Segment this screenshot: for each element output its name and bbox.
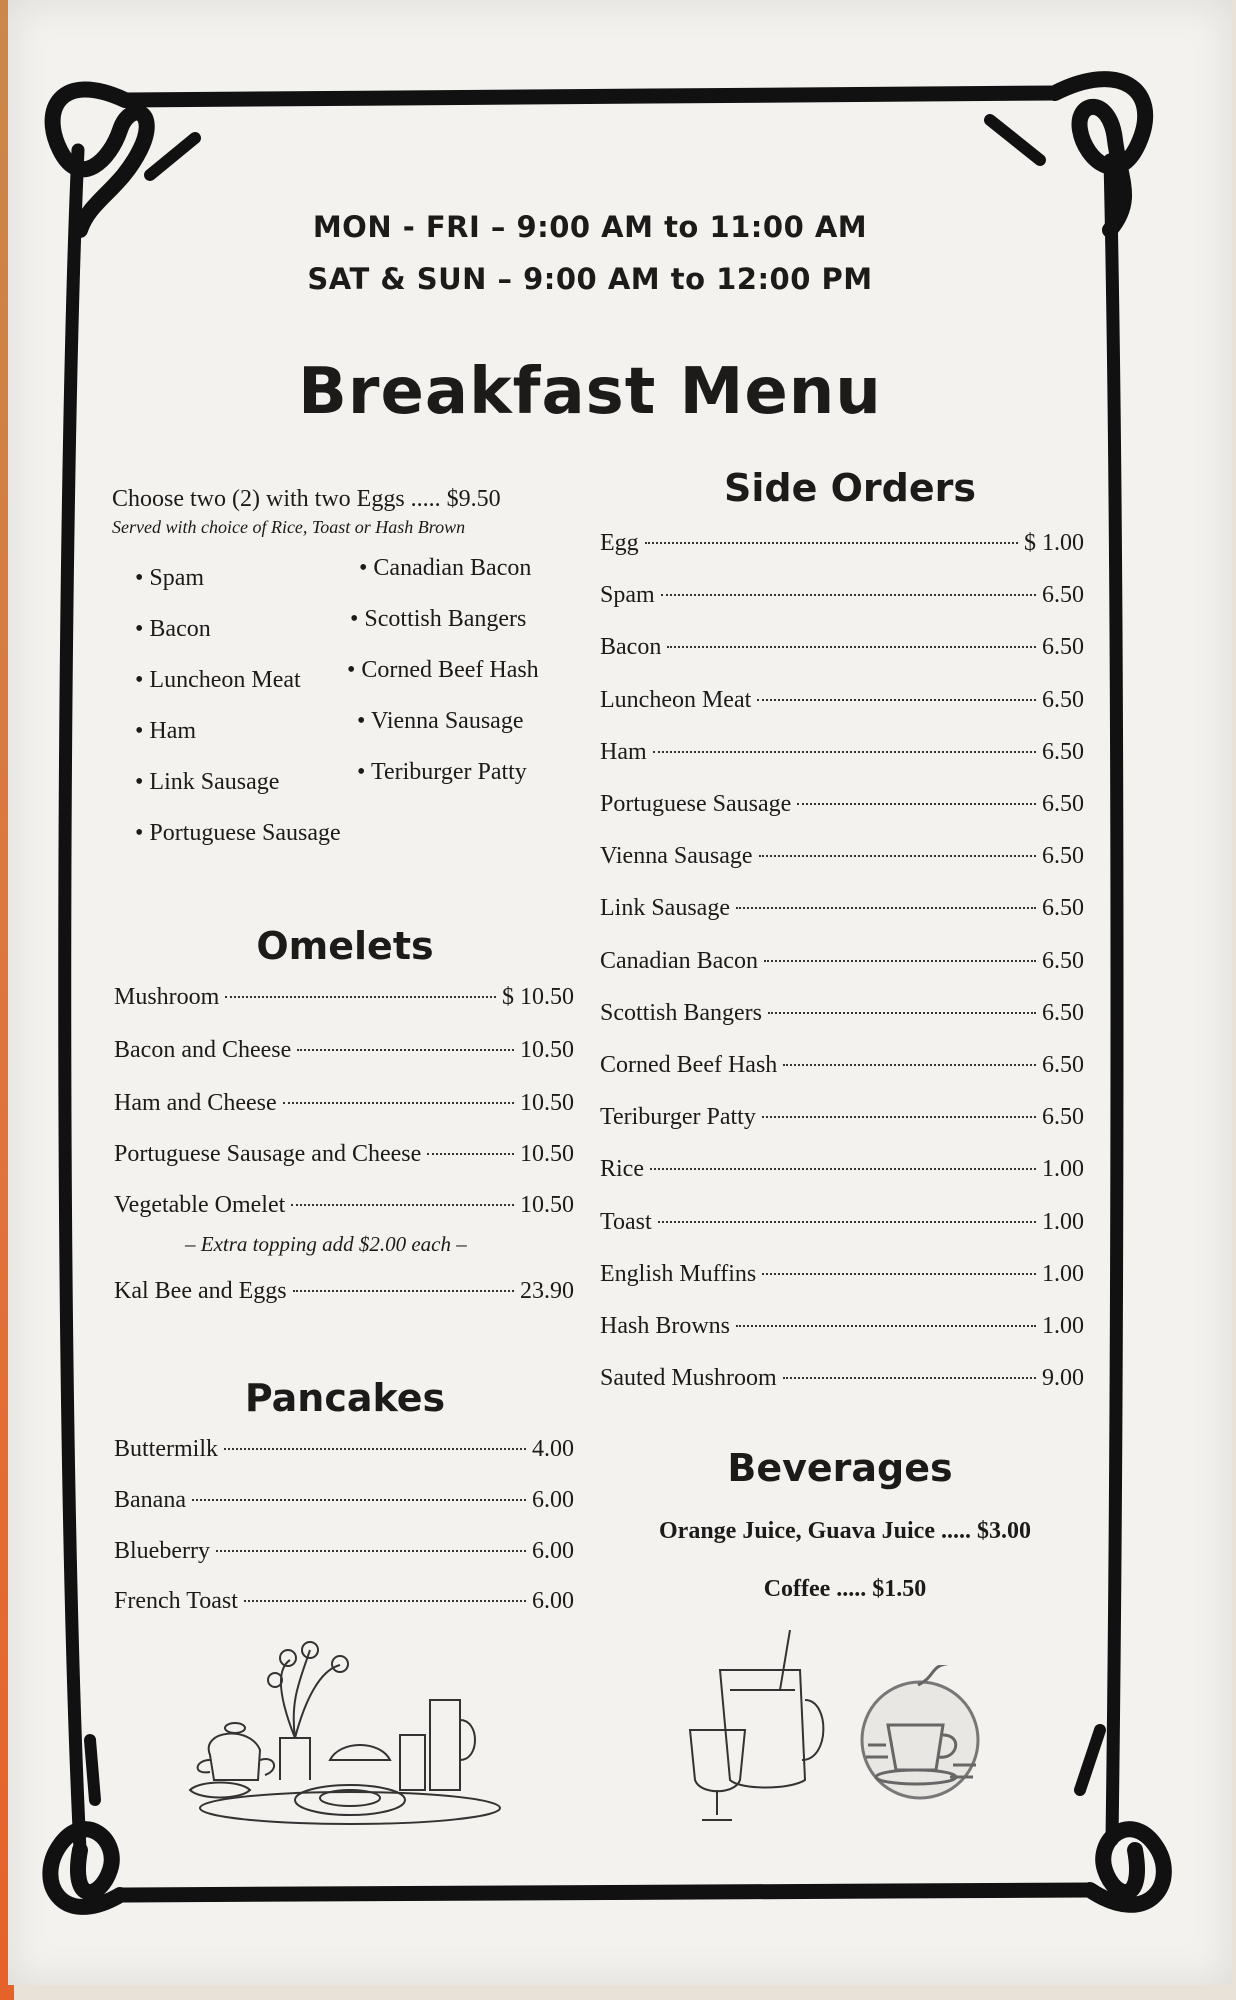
coffee-cup-icon bbox=[858, 1665, 988, 1805]
menu-item bbox=[114, 1192, 574, 1219]
combo-choice: • Corned Beef Hash bbox=[347, 657, 539, 683]
side-order-item bbox=[600, 1365, 1084, 1392]
beverage-coffee: Coffee ..... $1.50 bbox=[763, 1576, 927, 1602]
pancakes-heading: Pancakes bbox=[244, 1376, 446, 1420]
item-name: Portuguese Sausage and Cheese bbox=[114, 1141, 422, 1167]
combo-choice: • Scottish Bangers bbox=[350, 606, 527, 632]
side-order-item bbox=[600, 634, 1084, 661]
beverages-heading: Beverages bbox=[727, 1446, 953, 1490]
side-order-item bbox=[600, 687, 1084, 714]
menu-item bbox=[114, 1037, 574, 1064]
combo-choice: • Bacon bbox=[135, 616, 211, 642]
item-price: 9.00 bbox=[1042, 1365, 1084, 1392]
hours-weekday: MON - FRI – 9:00 AM to 11:00 AM bbox=[312, 210, 868, 244]
side-order-item bbox=[600, 582, 1084, 609]
combo-choice: • Luncheon Meat bbox=[135, 667, 301, 693]
item-price: 6.50 bbox=[1042, 895, 1084, 922]
item-name: Canadian Bacon bbox=[600, 947, 758, 974]
item-price: 6.50 bbox=[1042, 686, 1084, 713]
side-order-item bbox=[600, 530, 1084, 557]
item-price: $ 10.50 bbox=[502, 984, 574, 1010]
item-price: 10.50 bbox=[520, 1037, 574, 1063]
item-name: Scottish Bangers bbox=[600, 999, 762, 1026]
item-price: 4.00 bbox=[532, 1436, 574, 1462]
item-name: Rice bbox=[600, 1156, 644, 1183]
menu-item bbox=[114, 1588, 574, 1615]
combo-choice: • Vienna Sausage bbox=[357, 708, 524, 734]
item-price: 6.50 bbox=[1042, 738, 1084, 765]
menu-item bbox=[114, 1090, 574, 1117]
side-orders-heading: Side Orders bbox=[724, 466, 976, 510]
combo-choice: • Link Sausage bbox=[135, 769, 280, 795]
combo-choice: • Portuguese Sausage bbox=[135, 820, 341, 846]
item-price: $ 1.00 bbox=[1024, 530, 1084, 556]
menu-title: Breakfast Menu bbox=[298, 355, 882, 429]
item-price: 23.90 bbox=[520, 1278, 574, 1304]
item-price: 6.50 bbox=[1042, 1052, 1084, 1078]
item-name: Egg bbox=[600, 530, 639, 556]
item-price: 6.00 bbox=[532, 1538, 574, 1564]
side-order-item bbox=[600, 843, 1084, 870]
item-name: English Muffins bbox=[600, 1260, 757, 1287]
menu-item bbox=[114, 1487, 574, 1514]
item-name: Hash Browns bbox=[600, 1313, 730, 1339]
menu-item bbox=[114, 1278, 574, 1305]
side-order-item bbox=[600, 1104, 1084, 1131]
item-name: Blueberry bbox=[114, 1538, 210, 1564]
item-name: Kal Bee and Eggs bbox=[114, 1278, 287, 1304]
combo-choice: • Teriburger Patty bbox=[357, 759, 527, 785]
item-price: 1.00 bbox=[1042, 1260, 1084, 1287]
item-price: 10.50 bbox=[520, 1192, 574, 1218]
side-order-item bbox=[600, 1052, 1084, 1079]
item-price: 6.00 bbox=[532, 1487, 574, 1513]
item-price: 6.50 bbox=[1042, 1104, 1084, 1131]
combo-offer: Choose two (2) with two Eggs ..... $9.50 bbox=[112, 486, 501, 512]
side-order-item bbox=[600, 791, 1084, 818]
opening-hours bbox=[300, 210, 880, 314]
item-price: 6.50 bbox=[1042, 843, 1084, 870]
item-name: Link Sausage bbox=[600, 895, 730, 922]
item-name: Vegetable Omelet bbox=[114, 1192, 286, 1218]
side-order-item bbox=[600, 1261, 1084, 1288]
menu-item bbox=[114, 984, 574, 1011]
item-price: 6.50 bbox=[1042, 791, 1084, 817]
item-name: Bacon bbox=[600, 634, 662, 661]
side-order-item bbox=[600, 1209, 1084, 1236]
extra-topping-note: – Extra topping add $2.00 each – bbox=[185, 1232, 467, 1256]
combo-choice: • Spam bbox=[135, 565, 205, 591]
side-order-item bbox=[600, 948, 1084, 975]
menu-item bbox=[114, 1436, 574, 1463]
combo-choice: • Canadian Bacon bbox=[359, 555, 532, 581]
item-name: Buttermilk bbox=[114, 1436, 218, 1462]
breakfast-table-icon bbox=[180, 1640, 510, 1830]
combo-served-note: Served with choice of Rice, Toast or Hash Brown bbox=[112, 517, 466, 537]
item-name: Luncheon Meat bbox=[600, 686, 752, 713]
side-order-item bbox=[600, 739, 1084, 766]
side-order-item bbox=[600, 1156, 1084, 1183]
item-name: Sauted Mushroom bbox=[600, 1365, 777, 1392]
item-name: Spam bbox=[600, 582, 655, 609]
item-price: 6.50 bbox=[1042, 947, 1084, 974]
menu-item bbox=[114, 1538, 574, 1565]
item-name: Teriburger Patty bbox=[600, 1104, 756, 1131]
hours-weekend: SAT & SUN – 9:00 AM to 12:00 PM bbox=[307, 262, 873, 296]
item-name: Portuguese Sausage bbox=[600, 791, 792, 817]
item-name: Vienna Sausage bbox=[600, 843, 753, 870]
combo-choice: • Ham bbox=[135, 718, 197, 744]
juice-pitcher-icon bbox=[680, 1630, 830, 1830]
menu-item bbox=[114, 1141, 574, 1168]
side-order-item bbox=[600, 1313, 1084, 1340]
item-price: 1.00 bbox=[1042, 1208, 1084, 1235]
item-price: 6.50 bbox=[1042, 582, 1084, 609]
item-name: Bacon and Cheese bbox=[114, 1037, 292, 1063]
item-name: Ham and Cheese bbox=[114, 1090, 277, 1116]
item-price: 6.50 bbox=[1042, 634, 1084, 661]
item-name: Corned Beef Hash bbox=[600, 1052, 778, 1078]
item-name: Ham bbox=[600, 738, 647, 765]
item-price: 1.00 bbox=[1042, 1156, 1084, 1183]
beverage-juice: Orange Juice, Guava Juice ..... $3.00 bbox=[659, 1518, 1031, 1544]
item-price: 6.00 bbox=[532, 1588, 574, 1614]
side-order-item bbox=[600, 1000, 1084, 1027]
item-price: 10.50 bbox=[520, 1090, 574, 1116]
item-name: Mushroom bbox=[114, 984, 220, 1010]
omelets-heading: Omelets bbox=[256, 924, 434, 968]
item-price: 1.00 bbox=[1042, 1313, 1084, 1339]
item-name: Banana bbox=[114, 1487, 186, 1513]
item-name: Toast bbox=[600, 1208, 652, 1235]
side-order-item bbox=[600, 895, 1084, 922]
egg-combo bbox=[112, 486, 582, 538]
item-name: French Toast bbox=[114, 1588, 238, 1614]
item-price: 10.50 bbox=[520, 1141, 574, 1167]
item-price: 6.50 bbox=[1042, 999, 1084, 1026]
